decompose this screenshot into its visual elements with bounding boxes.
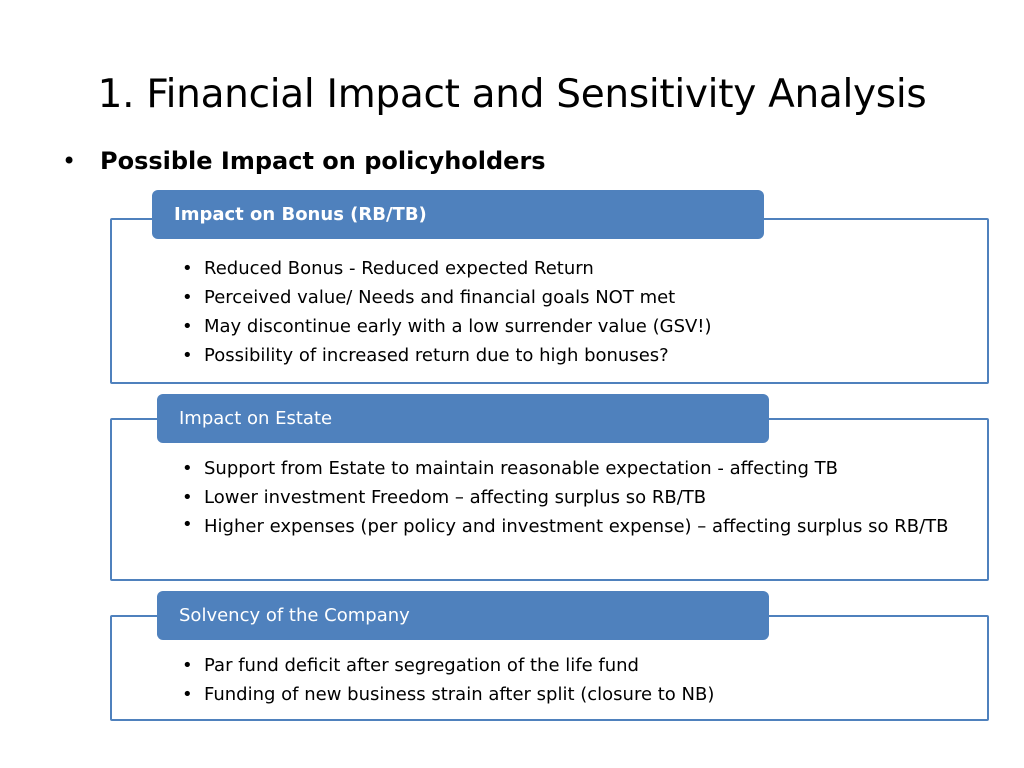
list-item: • Higher expenses (per policy and investment expense) – affecting surplus so RB/TB <box>180 512 960 540</box>
subheading-text: Possible Impact on policyholders <box>100 147 546 175</box>
list-item: • May discontinue early with a low surrender value (GSV!) <box>180 312 960 341</box>
estate-impact-header-text: Impact on Estate <box>179 408 333 429</box>
subheading <box>62 147 546 175</box>
solvency-header <box>157 591 769 640</box>
estate-impact-list <box>180 454 960 540</box>
bonus-impact-list <box>180 254 960 370</box>
estate-impact-header <box>157 394 769 443</box>
list-item: • Reduced Bonus - Reduced expected Return <box>180 254 960 283</box>
slide-title: 1. Financial Impact and Sensitivity Analysis <box>97 72 927 117</box>
bonus-impact-header <box>152 190 764 239</box>
bullet-icon: • <box>62 147 77 175</box>
solvency-header-text: Solvency of the Company <box>179 605 410 626</box>
solvency-list <box>180 651 960 709</box>
list-item: • Support from Estate to maintain reasonable expectation - affecting TB <box>180 454 960 483</box>
list-item: • Funding of new business strain after split (closure to NB) <box>180 680 960 709</box>
list-item: • Lower investment Freedom – affecting surplus so RB/TB <box>180 483 960 512</box>
list-item: • Possibility of increased return due to high bonuses? <box>180 341 960 370</box>
list-item: • Perceived value/ Needs and financial goals NOT met <box>180 283 960 312</box>
bonus-impact-header-text: Impact on Bonus (RB/TB) <box>174 204 427 225</box>
list-item: • Par fund deficit after segregation of the life fund <box>180 651 960 680</box>
